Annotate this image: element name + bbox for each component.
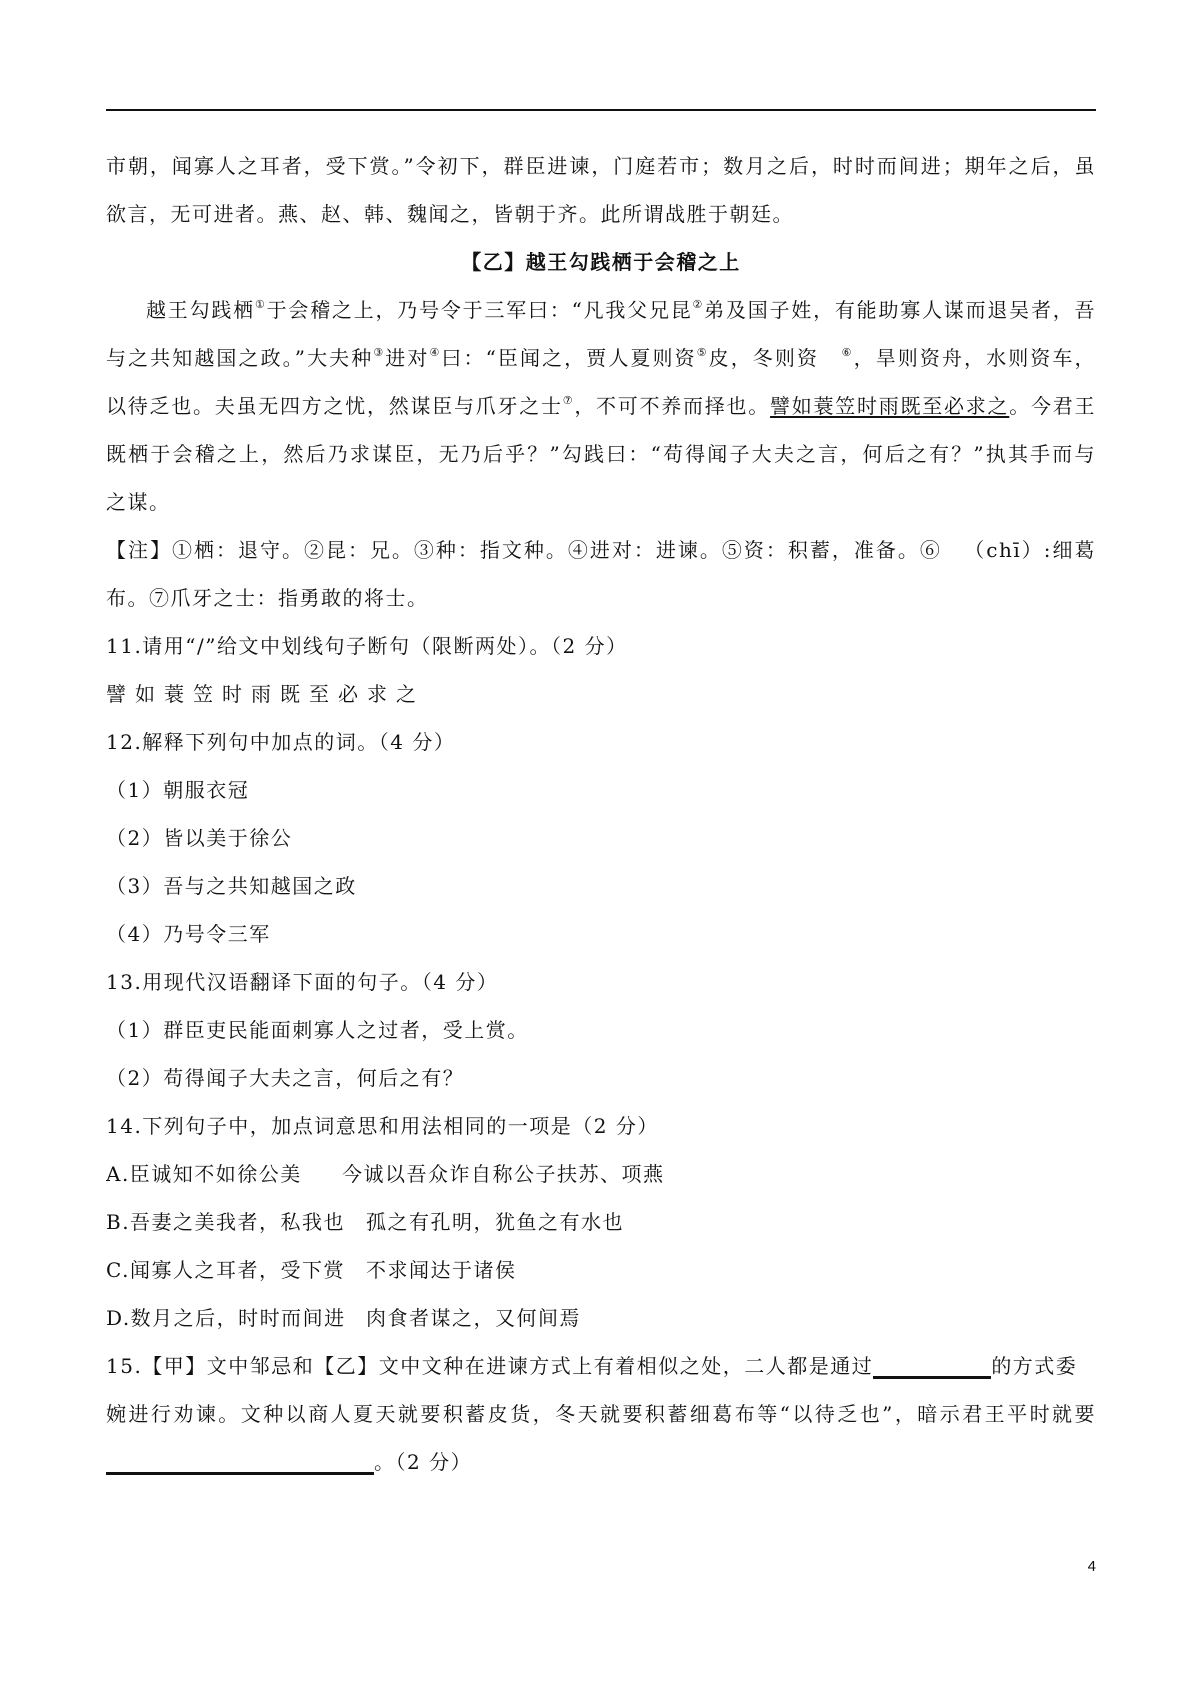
- question-11-sentence: 譬如蓑笠时雨既至必求之: [106, 682, 425, 706]
- yi-title: 【乙】越王勾践栖于会稽之上: [461, 250, 741, 274]
- question-11: 11.请用“/”给文中划线句子断句（限断两处）。（2 分）: [106, 634, 628, 658]
- yi-paragraph-line: 之谋。: [106, 490, 171, 514]
- question-13-item: （2）苟得闻子大夫之言，何后之有？: [106, 1066, 465, 1090]
- question-12-item: （1）朝服衣冠: [106, 778, 250, 802]
- question-14: 14.下列句子中，加点词意思和用法相同的一项是（2 分）: [106, 1114, 659, 1138]
- page-number: 4: [1087, 1558, 1096, 1575]
- jia-text-line: 市朝，闻寡人之耳者，受下赏。”令初下，群臣进谏，门庭若市；数月之后，时时而间进；期年之后，虽: [106, 154, 1096, 178]
- page-body: [106, 142, 1096, 1486]
- header-rule: [106, 109, 1096, 111]
- question-13: 13.用现代汉语翻译下面的句子。（4 分）: [106, 970, 499, 994]
- footnote-marker: ①: [254, 298, 267, 311]
- notes-line: 布。⑦爪牙之士：指勇敢的将士。: [106, 586, 429, 610]
- question-15: 15.【甲】文中邹忌和【乙】文中文种在进谏方式上有着相似之处，二人都是通过 的方式委: [106, 1342, 1096, 1390]
- question-14-option: C.闻寡人之耳者，受下赏 不求闻达于诸侯: [106, 1258, 517, 1282]
- footnote-marker: ⑤: [696, 346, 709, 359]
- jia-text-line: 欲言，无可进者。燕、赵、韩、魏闻之，皆朝于齐。此所谓战胜于朝廷。: [106, 202, 794, 226]
- footnote-marker: ⑦: [562, 394, 575, 407]
- question-12-item: （3）吾与之共知越国之政: [106, 874, 357, 898]
- answer-blank[interactable]: [106, 1442, 374, 1475]
- yi-paragraph-line: 既栖于会稽之上，然后乃求谋臣，无乃后乎？”勾践曰：“苟得闻子大夫之言，何后之有？”执其手而与: [106, 442, 1096, 466]
- question-13-item: （1）群臣吏民能面刺寡人之过者，受上赏。: [106, 1018, 529, 1042]
- question-14-option: B.吾妻之美我者，私我也 孤之有孔明，犹鱼之有水也: [106, 1210, 624, 1234]
- footnote-marker: ⑥: [841, 346, 854, 359]
- footnote-marker: ④: [429, 346, 442, 359]
- footnote-marker: ②: [692, 298, 705, 311]
- notes-line: 【注】①栖：退守。②昆：兄。③种：指文种。④进对：进谏。⑤资：积蓄，准备。⑥ （chī）:细葛: [106, 538, 1096, 562]
- question-14-option: A.臣诚知不如徐公美 今诚以吾众诈自称公子扶苏、项燕: [106, 1162, 665, 1186]
- yi-paragraph-line: 以待乏也。夫虽无四方之忧，然谋臣与爪牙之士⑦，不可不养而择也。譬如蓑笠时雨既至必求之。今君王: [106, 394, 1096, 418]
- question-12: 12.解释下列句中加点的词。（4 分）: [106, 730, 456, 754]
- answer-blank[interactable]: [873, 1346, 991, 1379]
- footnote-marker: ③: [373, 346, 386, 359]
- question-14-option: D.数月之后，时时而间进 肉食者谋之，又何间焉: [106, 1306, 581, 1330]
- question-15-line: 。（2 分）: [106, 1438, 1096, 1486]
- yi-paragraph-line: 越王勾践栖①于会稽之上，乃号令于三军曰：“凡我父兄昆②弟及国子姓，有能助寡人谋而退吴者，吾: [146, 298, 1096, 322]
- question-12-item: （4）乃号令三军: [106, 922, 271, 946]
- yi-paragraph-line: 与之共知越国之政。”大夫种③进对④曰：“臣闻之，贾人夏则资⑤皮，冬则资 ⑥，旱则资舟，水则资车，: [106, 346, 1096, 370]
- underlined-sentence: 譬如蓑笠时雨既至必求之: [770, 394, 1010, 418]
- question-15-line: 婉进行劝谏。文种以商人夏天就要积蓄皮货，冬天就要积蓄细葛布等“以待乏也”，暗示君王平时就要: [106, 1402, 1096, 1426]
- question-12-item: （2）皆以美于徐公: [106, 826, 293, 850]
